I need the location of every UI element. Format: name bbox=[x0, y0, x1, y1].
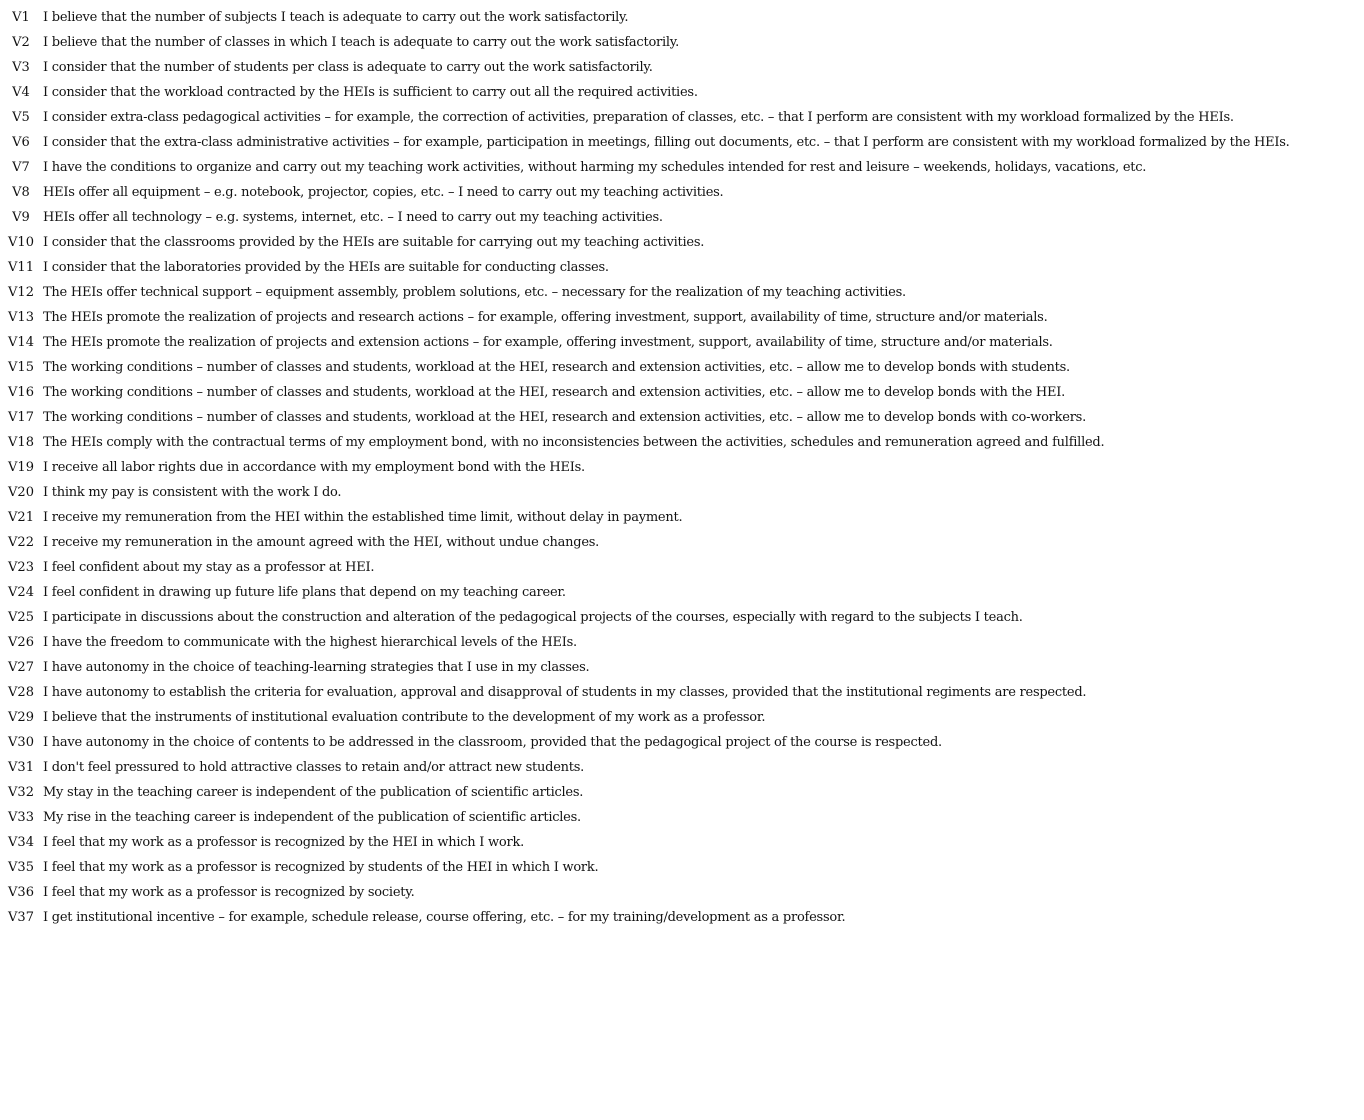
item-text: I have autonomy in the choice of teaching-learning strategies that I use in my classes. bbox=[43, 660, 590, 675]
list-item bbox=[6, 805, 1290, 830]
item-text: I feel that my work as a professor is recognized by the HEI in which I work. bbox=[43, 835, 524, 850]
item-text: The working conditions – number of classes and students, workload at the HEI, research and extension activities, etc. – allow me to develop bonds with students. bbox=[43, 360, 1070, 375]
item-code: V18 bbox=[8, 435, 34, 450]
item-code: V14 bbox=[8, 335, 34, 350]
list-item bbox=[6, 455, 1290, 480]
list-item bbox=[6, 130, 1290, 155]
list-item bbox=[6, 680, 1290, 705]
item-text: I don't feel pressured to hold attractive classes to retain and/or attract new students. bbox=[43, 760, 585, 775]
item-code: V37 bbox=[8, 910, 34, 925]
list-item bbox=[6, 730, 1290, 755]
list-item bbox=[6, 705, 1290, 730]
list-item bbox=[6, 80, 1290, 105]
item-text: HEIs offer all technology – e.g. systems, internet, etc. – I need to carry out my teaching activities. bbox=[43, 210, 663, 225]
list-item bbox=[6, 655, 1290, 680]
list-item bbox=[6, 105, 1290, 130]
item-code: V10 bbox=[8, 235, 34, 250]
item-code: V28 bbox=[8, 685, 34, 700]
item-text: I consider that the extra-class administrative activities – for example, participation in meetings, filling out documents, etc. – that I perform are consistent with my workload formalized by the HEIs. bbox=[43, 135, 1290, 150]
item-code: V30 bbox=[8, 735, 34, 750]
item-code: V27 bbox=[8, 660, 34, 675]
item-text: I participate in discussions about the construction and alteration of the pedagogical projects of the courses, especially with regard to the subjects I teach. bbox=[43, 610, 1023, 625]
item-code: V25 bbox=[8, 610, 34, 625]
item-code: V24 bbox=[8, 585, 34, 600]
item-code: V1 bbox=[12, 10, 30, 25]
item-code: V16 bbox=[8, 385, 34, 400]
list-item bbox=[6, 880, 1290, 905]
list-item bbox=[6, 55, 1290, 80]
item-text: I receive my remuneration from the HEI within the established time limit, without delay in payment. bbox=[43, 510, 683, 525]
list-item bbox=[6, 605, 1290, 630]
item-code: V32 bbox=[8, 785, 34, 800]
item-code: V35 bbox=[8, 860, 34, 875]
list-item bbox=[6, 280, 1290, 305]
item-code: V4 bbox=[12, 85, 30, 100]
item-text: My stay in the teaching career is independent of the publication of scientific articles. bbox=[43, 785, 584, 800]
list-item bbox=[6, 205, 1290, 230]
item-code: V12 bbox=[8, 285, 34, 300]
list-item bbox=[6, 755, 1290, 780]
item-code: V2 bbox=[12, 35, 30, 50]
item-text: I feel confident in drawing up future life plans that depend on my teaching career. bbox=[43, 585, 566, 600]
item-code: V11 bbox=[8, 260, 34, 275]
item-code: V15 bbox=[8, 360, 34, 375]
item-text: I feel that my work as a professor is recognized by students of the HEI in which I work. bbox=[43, 860, 599, 875]
item-text: I have the conditions to organize and carry out my teaching work activities, without harming my schedules intended for rest and leisure – weekends, holidays, vacations, etc. bbox=[43, 160, 1147, 175]
list-item bbox=[6, 30, 1290, 55]
list-item bbox=[6, 580, 1290, 605]
list-item bbox=[6, 630, 1290, 655]
item-code: V17 bbox=[8, 410, 34, 425]
item-code: V9 bbox=[12, 210, 30, 225]
item-code: V6 bbox=[12, 135, 30, 150]
item-text: I have autonomy to establish the criteria for evaluation, approval and disapproval of students in my classes, provided that the institutional regiments are respected. bbox=[43, 685, 1087, 700]
item-code: V23 bbox=[8, 560, 34, 575]
item-code: V26 bbox=[8, 635, 34, 650]
item-text: I receive all labor rights due in accordance with my employment bond with the HEIs. bbox=[43, 460, 585, 475]
item-code: V8 bbox=[12, 185, 30, 200]
item-text: The HEIs offer technical support – equipment assembly, problem solutions, etc. – necessary for the realization of my teaching activities. bbox=[43, 285, 906, 300]
list-item bbox=[6, 330, 1290, 355]
item-text: I consider that the workload contracted by the HEIs is sufficient to carry out all the required activities. bbox=[43, 85, 698, 100]
item-code: V29 bbox=[8, 710, 34, 725]
item-text: I have the freedom to communicate with the highest hierarchical levels of the HEIs. bbox=[43, 635, 577, 650]
list-item bbox=[6, 855, 1290, 880]
list-item bbox=[6, 405, 1290, 430]
item-text: I believe that the instruments of institutional evaluation contribute to the development of my work as a professor. bbox=[43, 710, 766, 725]
item-text: The HEIs promote the realization of projects and research actions – for example, offering investment, support, availability of time, structure and/or materials. bbox=[43, 310, 1048, 325]
item-text: I think my pay is consistent with the work I do. bbox=[43, 485, 342, 500]
item-text: The HEIs promote the realization of projects and extension actions – for example, offering investment, support, availability of time, structure and/or materials. bbox=[43, 335, 1053, 350]
item-text: I receive my remuneration in the amount agreed with the HEI, without undue changes. bbox=[43, 535, 600, 550]
list-item bbox=[6, 230, 1290, 255]
list-item bbox=[6, 355, 1290, 380]
item-code: V34 bbox=[8, 835, 34, 850]
list-item bbox=[6, 530, 1290, 555]
item-text: I get institutional incentive – for example, schedule release, course offering, etc. – for my training/development as a professor. bbox=[43, 910, 846, 925]
item-text: The working conditions – number of classes and students, workload at the HEI, research and extension activities, etc. – allow me to develop bonds with co-workers. bbox=[43, 410, 1086, 425]
list-item bbox=[6, 905, 1290, 930]
item-code: V21 bbox=[8, 510, 34, 525]
item-text: I consider that the laboratories provided by the HEIs are suitable for conducting classes. bbox=[43, 260, 609, 275]
item-text: I believe that the number of classes in which I teach is adequate to carry out the work satisfactorily. bbox=[43, 35, 680, 50]
list-item bbox=[6, 430, 1290, 455]
item-text: The working conditions – number of classes and students, workload at the HEI, research and extension activities, etc. – allow me to develop bonds with the HEI. bbox=[43, 385, 1065, 400]
list-item bbox=[6, 305, 1290, 330]
item-code: V7 bbox=[12, 160, 30, 175]
item-text: I consider that the number of students per class is adequate to carry out the work satisfactorily. bbox=[43, 60, 653, 75]
list-item bbox=[6, 780, 1290, 805]
list-item bbox=[6, 180, 1290, 205]
item-text: I feel confident about my stay as a professor at HEI. bbox=[43, 560, 375, 575]
list-item bbox=[6, 830, 1290, 855]
item-code: V36 bbox=[8, 885, 34, 900]
item-code: V22 bbox=[8, 535, 34, 550]
item-code: V20 bbox=[8, 485, 34, 500]
item-text: I consider that the classrooms provided by the HEIs are suitable for carrying out my teaching activities. bbox=[43, 235, 705, 250]
item-text: I have autonomy in the choice of contents to be addressed in the classroom, provided that the pedagogical project of the course is respected. bbox=[43, 735, 942, 750]
questionnaire-item-list bbox=[6, 5, 1290, 930]
item-text: I believe that the number of subjects I teach is adequate to carry out the work satisfactorily. bbox=[43, 10, 629, 25]
item-code: V3 bbox=[12, 60, 30, 75]
list-item bbox=[6, 155, 1290, 180]
list-item bbox=[6, 255, 1290, 280]
item-text: My rise in the teaching career is independent of the publication of scientific articles. bbox=[43, 810, 581, 825]
item-code: V31 bbox=[8, 760, 34, 775]
item-code: V5 bbox=[12, 110, 30, 125]
list-item bbox=[6, 480, 1290, 505]
list-item bbox=[6, 380, 1290, 405]
item-text: I feel that my work as a professor is recognized by society. bbox=[43, 885, 415, 900]
item-code: V13 bbox=[8, 310, 34, 325]
list-item bbox=[6, 505, 1290, 530]
item-text: HEIs offer all equipment – e.g. notebook, projector, copies, etc. – I need to carry out my teaching activities. bbox=[43, 185, 724, 200]
item-text: I consider extra-class pedagogical activities – for example, the correction of activities, preparation of classes, etc. – that I perform are consistent with my workload formalized by the HEIs. bbox=[43, 110, 1234, 125]
item-code: V33 bbox=[8, 810, 34, 825]
list-item bbox=[6, 555, 1290, 580]
list-item bbox=[6, 5, 1290, 30]
item-code: V19 bbox=[8, 460, 34, 475]
item-text: The HEIs comply with the contractual terms of my employment bond, with no inconsistencies between the activities, schedules and remuneration agreed and fulfilled. bbox=[43, 435, 1105, 450]
